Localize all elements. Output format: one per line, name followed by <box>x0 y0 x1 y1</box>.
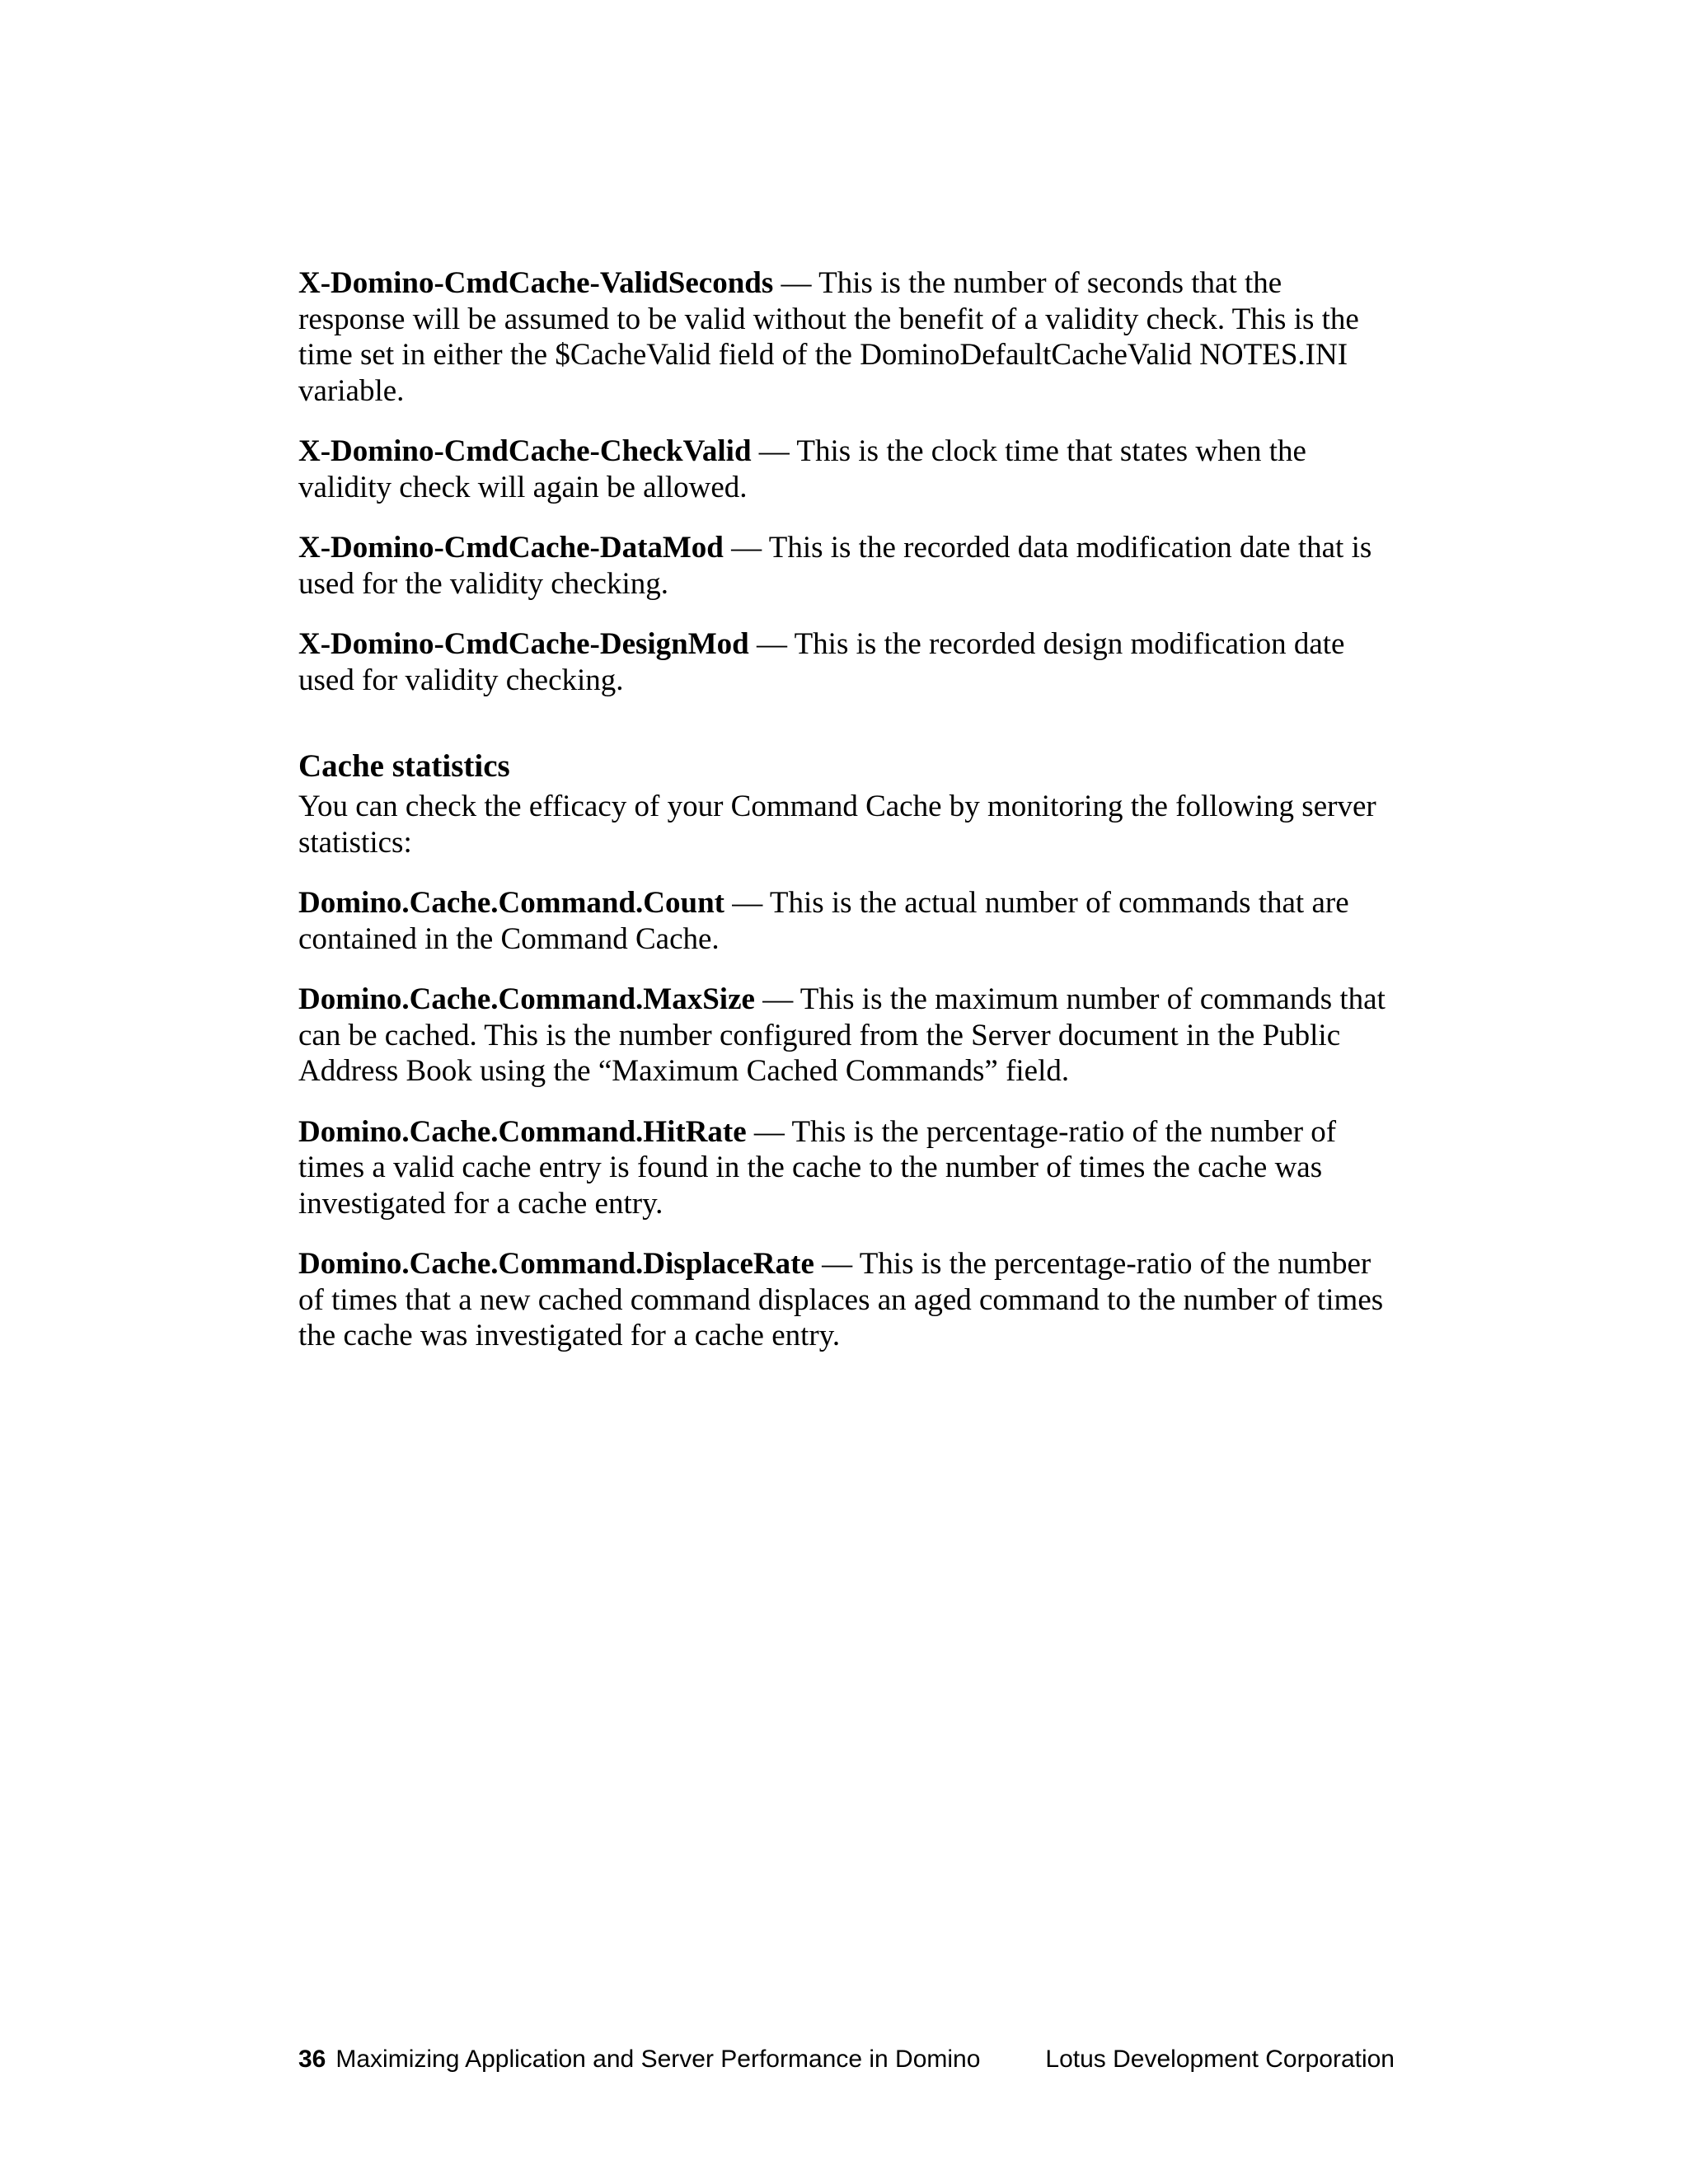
page-body <box>298 265 1395 1379</box>
term-label: Domino.Cache.Command.HitRate <box>298 1114 747 1149</box>
header-entry-checkvalid <box>298 434 1395 505</box>
term-description: — This is the actual number of commands that are contained in the Command Cache. <box>298 886 1349 956</box>
page-number: 36 <box>298 2046 326 2073</box>
header-entry-datamod <box>298 530 1395 602</box>
term-description: — This is the maximum number of commands that can be cached. This is the number configured from the Server document in the Public Address Book using the “Maximum Cached Commands” field. <box>298 982 1386 1088</box>
term-label: Domino.Cache.Command.DisplaceRate <box>298 1247 814 1281</box>
header-entry-designmod <box>298 626 1395 698</box>
term-label: X-Domino-CmdCache-ValidSeconds <box>298 266 774 300</box>
stat-entry-count <box>298 885 1395 957</box>
stat-entry-maxsize <box>298 982 1395 1090</box>
term-description: — This is the number of seconds that the response will be assumed to be valid without the benefit of a validity check. This is the time set in either the $CacheValid field of the DominoDefaultCacheValid NOTES.INI variable. <box>298 266 1359 408</box>
term-label: X-Domino-CmdCache-DesignMod <box>298 627 749 661</box>
header-entry-validseconds <box>298 265 1395 409</box>
term-description: — This is the percentage-ratio of the number of times a valid cache entry is found in the cache to the number of times the cache was investigated for a cache entry. <box>298 1114 1337 1221</box>
page-footer <box>298 2045 1395 2074</box>
term-description: — This is the recorded design modification date used for validity checking. <box>298 627 1345 697</box>
term-label: X-Domino-CmdCache-CheckValid <box>298 434 752 468</box>
term-label: Domino.Cache.Command.MaxSize <box>298 982 755 1016</box>
section-heading-cache-statistics: Cache statistics <box>298 748 510 784</box>
stat-entry-hitrate <box>298 1114 1395 1222</box>
term-label: X-Domino-CmdCache-DataMod <box>298 531 724 565</box>
company-name: Lotus Development Corporation <box>1045 2046 1395 2073</box>
term-label: Domino.Cache.Command.Count <box>298 886 725 920</box>
term-description: — This is the recorded data modification date that is used for the validity checking. <box>298 531 1372 601</box>
section-intro: You can check the efficacy of your Command Cache by monitoring the following server statistics: <box>298 790 1376 860</box>
stat-entry-displacerate <box>298 1246 1395 1354</box>
book-title: Maximizing Application and Server Performance in Domino <box>335 2046 981 2073</box>
term-description: — This is the percentage-ratio of the number of times that a new cached command displaces an aged command to the number of times the cache was investigated for a cache entry. <box>298 1247 1384 1352</box>
term-description: — This is the clock time that states when the validity check will again be allowed. <box>298 434 1306 504</box>
